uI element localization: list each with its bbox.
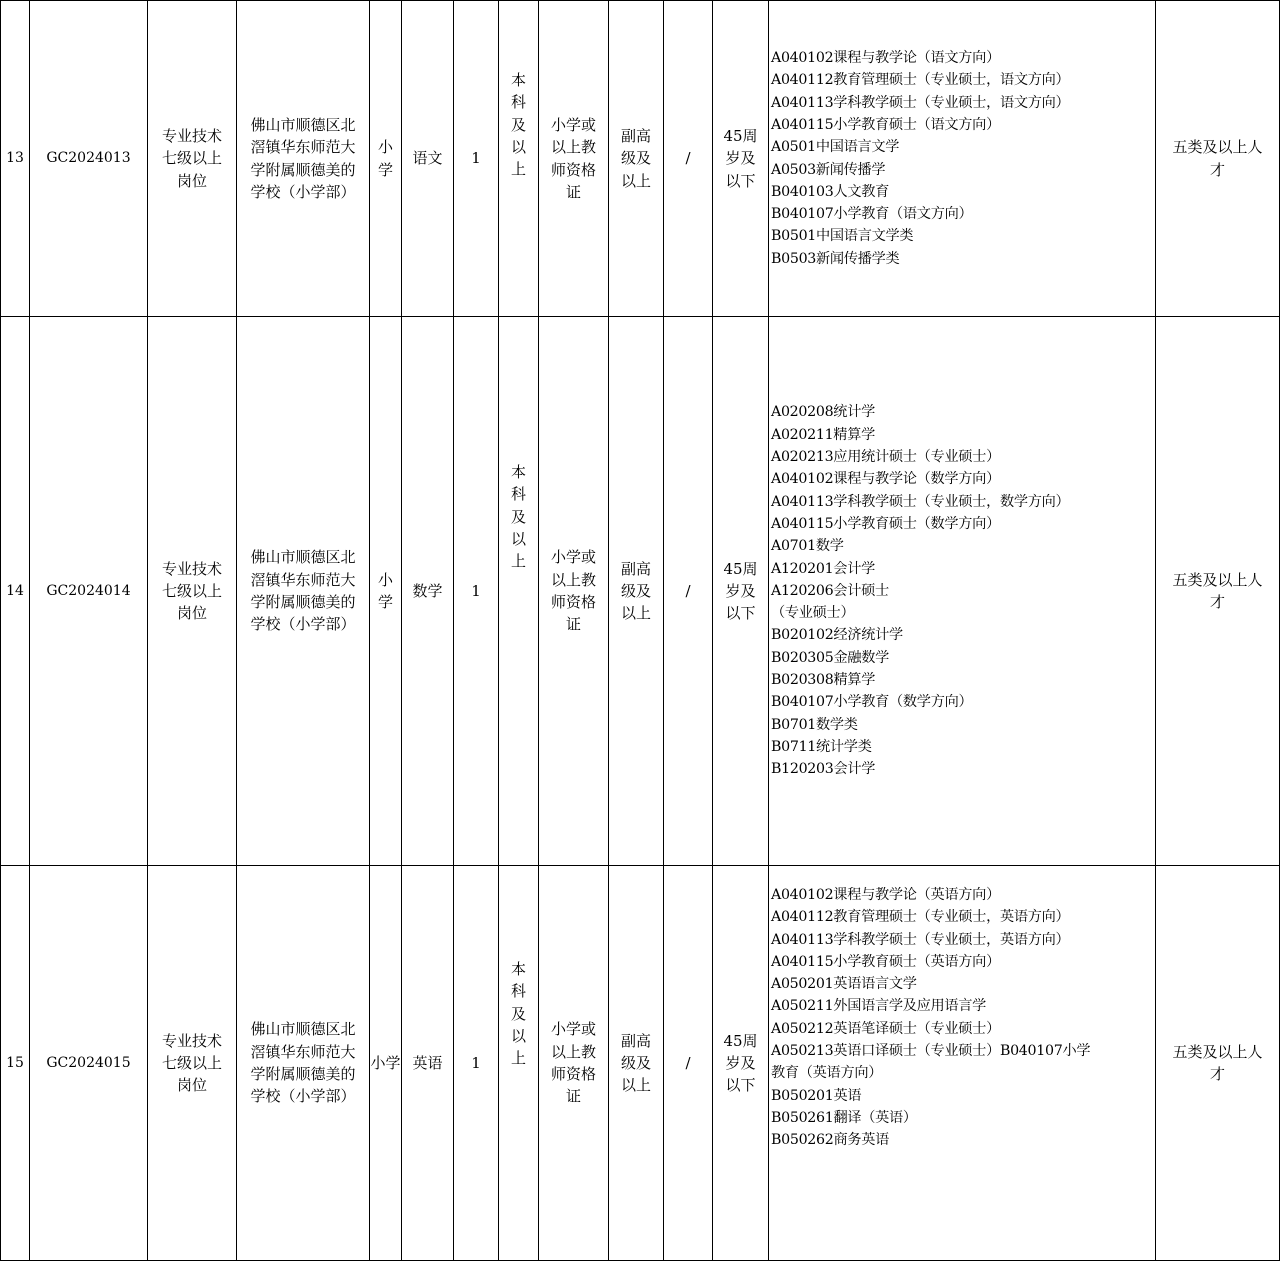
- cell-line: B040107小学教育（数学方向）: [771, 694, 973, 711]
- cell-line: 岗位: [176, 171, 207, 190]
- cell-line: 小: [377, 570, 393, 589]
- cell-line: 专业技术: [161, 127, 222, 146]
- cell-line: A050212英语笔译硕士（专业硕士）: [771, 1020, 1000, 1037]
- cell-line: 专业技术: [161, 1031, 222, 1050]
- other-requirement: /: [664, 1, 713, 317]
- cell-line: 证: [565, 615, 581, 634]
- school-level: [370, 1, 402, 317]
- age-requirement: [713, 317, 769, 866]
- cell-line: 五类及以上人: [1172, 570, 1263, 589]
- talent-category: [1156, 317, 1280, 866]
- cell-line: A020213应用统计硕士（专业硕士）: [771, 449, 1000, 466]
- cell-line: B0711统计学类: [771, 738, 872, 755]
- cell-line: A040115小学教育硕士（语文方向）: [771, 116, 1000, 133]
- employer-unit: [237, 1, 370, 317]
- cell-line: 副高: [620, 1031, 651, 1050]
- cell-line: 佛山市顺德区北: [250, 548, 356, 567]
- cell-line: 五类及以上人: [1172, 138, 1263, 157]
- cell-line: B040103人文教育: [771, 183, 890, 200]
- cell-line: 才: [1209, 593, 1225, 611]
- cell-line: 小学: [370, 1053, 401, 1072]
- cell-line: 小学或: [550, 548, 596, 567]
- cell-line: 专业技术: [161, 559, 222, 578]
- cell-line: 学校（小学部）: [250, 615, 356, 634]
- other-requirement: /: [664, 866, 713, 1261]
- other-requirement: /: [664, 317, 713, 866]
- major-requirements: [769, 1, 1156, 317]
- row-number: 15: [1, 866, 30, 1261]
- cell-line: A050211外国语言学及应用语言学: [771, 998, 987, 1015]
- table-row: [1, 866, 1280, 1261]
- cell-line: 级及: [620, 581, 651, 600]
- cell-line: A040102课程与教学论（数学方向）: [771, 471, 1000, 488]
- position-code: GC2024013: [30, 1, 148, 317]
- headcount: 1: [454, 866, 499, 1261]
- cell-line: 师资格: [550, 160, 596, 179]
- cell-line: 及: [510, 507, 526, 526]
- cell-line: 以上教: [550, 138, 596, 157]
- cell-line: 以下: [725, 171, 756, 190]
- age-requirement: [713, 1, 769, 317]
- cell-line: 副高: [620, 127, 651, 146]
- cell-line: 学: [377, 593, 393, 611]
- cell-line: 小学或: [550, 1020, 596, 1039]
- cell-line: 以: [510, 1026, 526, 1045]
- cell-line: B050261翻译（英语）: [771, 1109, 917, 1126]
- cell-line: 以上: [620, 171, 651, 190]
- title-requirement: [609, 866, 664, 1261]
- table-body: [1, 1, 1280, 1261]
- cell-line: 科: [510, 485, 526, 504]
- cell-line: A040113学科教学硕士（专业硕士，英语方向）: [771, 931, 1070, 948]
- cell-line: 证: [565, 182, 581, 201]
- cell-line: 科: [510, 93, 526, 112]
- headcount: 1: [454, 317, 499, 866]
- cell-line: A050213英语口译硕士（专业硕士）B040107小学: [771, 1043, 1091, 1060]
- cell-line: 教育（英语方向）: [771, 1065, 883, 1082]
- cell-line: A040112教育管理硕士（专业硕士，英语方向）: [771, 909, 1070, 926]
- teacher-qualification: [539, 866, 609, 1261]
- cell-line: 佛山市顺德区北: [250, 115, 356, 134]
- cell-line: 才: [1209, 1065, 1225, 1083]
- post-level: [148, 1, 237, 317]
- subject: 英语: [402, 866, 454, 1261]
- cell-line: 学附属顺德美的: [250, 593, 356, 611]
- cell-line: 岁及: [725, 149, 756, 168]
- cell-line: 学: [377, 160, 393, 179]
- cell-line: B020308精算学: [771, 672, 876, 689]
- cell-line: A040113学科教学硕士（专业硕士，数学方向）: [771, 493, 1070, 510]
- cell-line: 上: [510, 1049, 526, 1068]
- cell-line: 学附属顺德美的: [250, 1065, 356, 1083]
- cell-line: 本: [510, 960, 526, 978]
- cell-line: 上: [510, 160, 526, 179]
- school-level: [370, 317, 402, 866]
- cell-line: 及: [510, 115, 526, 134]
- cell-line: A040102课程与教学论（语文方向）: [771, 50, 1000, 67]
- cell-line: 学校（小学部）: [250, 1087, 356, 1106]
- cell-line: 副高: [620, 559, 651, 578]
- cell-line: 岁及: [725, 581, 756, 600]
- cell-line: 五类及以上人: [1172, 1042, 1263, 1061]
- cell-line: 七级以上: [161, 149, 222, 168]
- education-requirement: [499, 1, 539, 317]
- cell-line: B0701数学类: [771, 716, 858, 733]
- cell-line: B050262商务英语: [771, 1132, 890, 1149]
- cell-line: 学校（小学部）: [250, 182, 356, 201]
- cell-line: 以上教: [550, 1042, 596, 1061]
- cell-line: 岗位: [176, 604, 207, 623]
- cell-line: A040102课程与教学论（英语方向）: [771, 887, 1000, 903]
- cell-line: 以上教: [550, 570, 596, 589]
- cell-line: 岁及: [725, 1053, 756, 1072]
- cell-line: B120203会计学: [771, 761, 876, 778]
- cell-line: 才: [1209, 160, 1225, 179]
- cell-line: 小: [377, 138, 393, 157]
- school-level: [370, 866, 402, 1261]
- title-requirement: [609, 317, 664, 866]
- subject: 数学: [402, 317, 454, 866]
- cell-line: 师资格: [550, 593, 596, 611]
- cell-line: 证: [565, 1087, 581, 1106]
- cell-line: B040107小学教育（语文方向）: [771, 206, 973, 223]
- education-requirement: [499, 317, 539, 866]
- cell-line: B0501中国语言文学类: [771, 228, 914, 245]
- employer-unit: [237, 317, 370, 866]
- cell-line: B0503新闻传播学类: [771, 250, 900, 267]
- cell-line: 以上: [620, 604, 651, 623]
- cell-line: 以下: [725, 1076, 756, 1095]
- cell-line: 七级以上: [161, 581, 222, 600]
- cell-line: 岗位: [176, 1076, 207, 1095]
- cell-line: 及: [510, 1004, 526, 1023]
- cell-line: 本: [510, 463, 526, 481]
- cell-line: （专业硕士）: [771, 605, 855, 622]
- cell-line: 以上: [620, 1076, 651, 1095]
- cell-line: A020208统计学: [771, 404, 875, 421]
- cell-line: 以: [510, 137, 526, 156]
- teacher-qualification: [539, 1, 609, 317]
- cell-line: 学附属顺德美的: [250, 160, 356, 179]
- age-requirement: [713, 866, 769, 1261]
- cell-line: 级及: [620, 1053, 651, 1072]
- cell-line: 佛山市顺德区北: [250, 1020, 356, 1039]
- position-code: GC2024015: [30, 866, 148, 1261]
- subject: 语文: [402, 1, 454, 317]
- cell-line: A0503新闻传播学: [771, 161, 886, 178]
- cell-line: 七级以上: [161, 1053, 222, 1072]
- cell-line: A050201英语语言文学: [771, 976, 917, 993]
- teacher-qualification: [539, 317, 609, 866]
- cell-line: 滘镇华东师范大: [250, 1042, 356, 1061]
- cell-line: B020102经济统计学: [771, 627, 903, 644]
- row-number: 14: [1, 317, 30, 866]
- cell-line: 以: [510, 529, 526, 548]
- row-number: 13: [1, 1, 30, 317]
- cell-line: A040112教育管理硕士（专业硕士，语文方向）: [771, 72, 1070, 89]
- talent-category: [1156, 866, 1280, 1261]
- cell-line: 上: [510, 552, 526, 571]
- cell-line: 45周: [723, 559, 758, 578]
- cell-line: A0701数学: [771, 538, 844, 555]
- cell-line: 45周: [723, 127, 758, 146]
- cell-line: B020305金融数学: [771, 649, 890, 666]
- cell-line: A120206会计硕士: [771, 582, 889, 599]
- cell-line: 师资格: [550, 1065, 596, 1083]
- cell-line: 级及: [620, 149, 651, 168]
- table-row: [1, 1, 1280, 317]
- employer-unit: [237, 866, 370, 1261]
- cell-line: B050201英语: [771, 1087, 862, 1104]
- cell-line: A040115小学教育硕士（英语方向）: [771, 953, 1000, 970]
- education-requirement: [499, 866, 539, 1261]
- cell-line: 本: [510, 71, 526, 89]
- major-requirements: [769, 866, 1156, 1261]
- cell-line: 科: [510, 982, 526, 1001]
- cell-line: 以下: [725, 604, 756, 623]
- cell-line: A040115小学教育硕士（数学方向）: [771, 515, 1000, 532]
- talent-category: [1156, 1, 1280, 317]
- title-requirement: [609, 1, 664, 317]
- cell-line: 滘镇华东师范大: [250, 570, 356, 589]
- cell-line: 滘镇华东师范大: [250, 138, 356, 157]
- cell-line: A020211精算学: [771, 426, 875, 443]
- position-code: GC2024014: [30, 317, 148, 866]
- post-level: [148, 317, 237, 866]
- post-level: [148, 866, 237, 1261]
- cell-line: 小学或: [550, 115, 596, 134]
- major-requirements: [769, 317, 1156, 866]
- table-row: [1, 317, 1280, 866]
- cell-line: A120201会计学: [771, 560, 875, 577]
- cell-line: 45周: [723, 1031, 758, 1050]
- headcount: 1: [454, 1, 499, 317]
- cell-line: A0501中国语言文学: [771, 139, 900, 156]
- cell-line: A040113学科教学硕士（专业硕士，语文方向）: [771, 94, 1070, 111]
